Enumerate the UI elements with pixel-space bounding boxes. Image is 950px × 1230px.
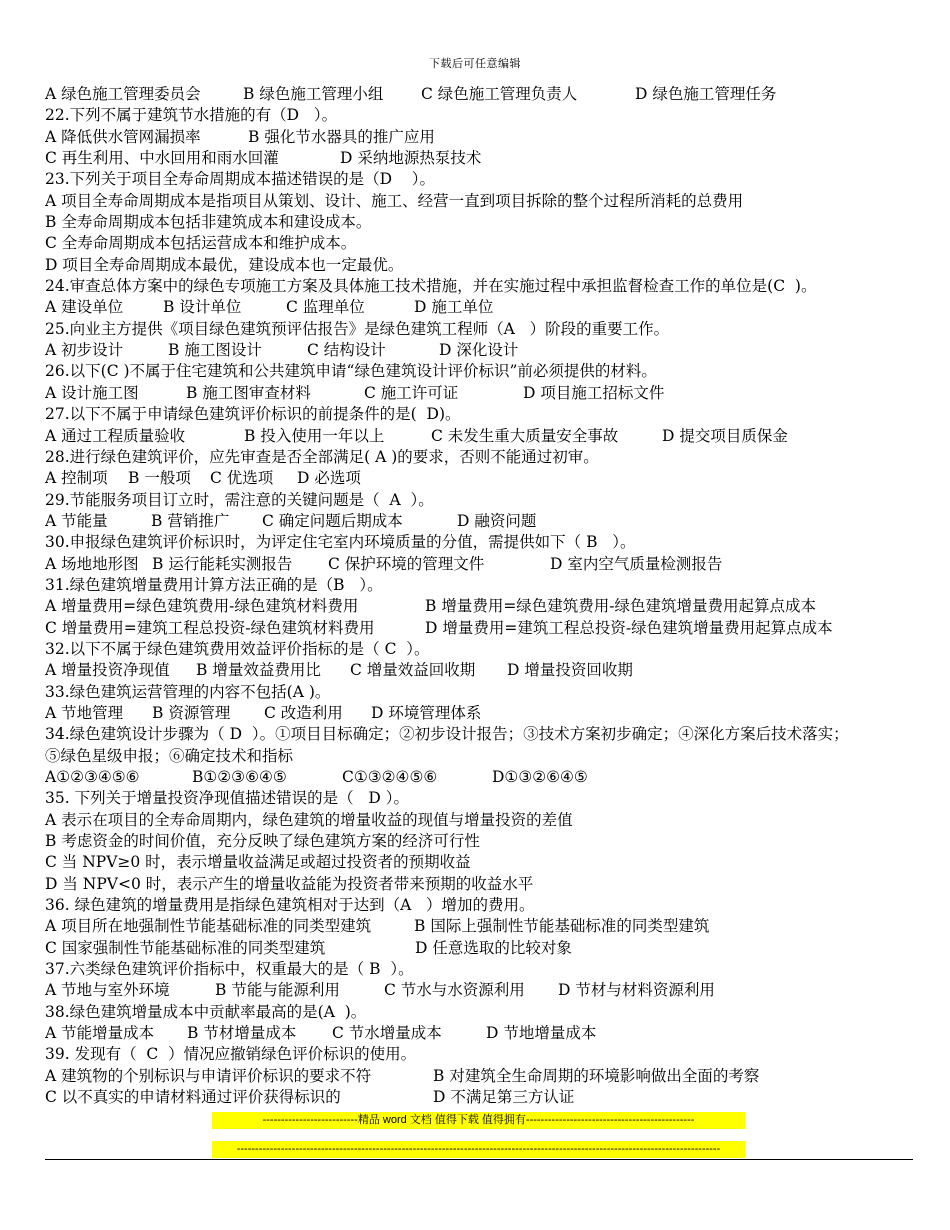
answer-option: D 提交项目质保金 [662,426,788,445]
question-text: 34.绿色建筑设计步骤为（ D ）。①项目目标确定；②初步设计报告；③技术方案初步确定；④深化方案后技术落实； [45,725,849,744]
text-line [45,1087,925,1108]
answer-option: B 施工图审查材料 [186,383,311,402]
text-line [45,511,925,532]
answer-option: B 施工图设计 [168,341,262,360]
question-text: 38.绿色建筑增量成本中贡献率最高的是(A )。 [45,1002,367,1021]
text-line [45,148,925,169]
question-text: C 全寿命周期成本包括运营成本和维护成本。 [45,234,357,253]
question-text: 25.向业主方提供《项目绿色建筑预评估报告》是绿色建筑工程师（A ）阶段的重要工作。 [45,319,670,338]
answer-option: D 必选项 [297,469,361,488]
text-line [45,1044,925,1065]
text-line [45,191,925,212]
answer-option: D 节材与材料资源利用 [558,981,715,1000]
text-line [45,959,925,980]
answer-option: C 节水增量成本 [332,1024,442,1043]
question-text: 27.以下不属于申请绿色建筑评价标识的前提条件的是( D)。 [45,405,461,424]
text-line [45,276,925,297]
answer-option: C 增量费用=建筑工程总投资-绿色建筑材料费用 [45,618,375,637]
text-line [45,84,925,105]
answer-option: B 增量效益费用比 [196,661,321,680]
text-line [45,105,925,126]
question-text: A 表示在项目的全寿命周期内，绿色建筑的增量收益的现值与增量投资的差值 [45,810,573,829]
answer-option: D 融资问题 [457,511,537,530]
answer-option: B 节材增量成本 [187,1024,297,1043]
answer-option: A 建筑物的个别标识与申请评价标识的要求不符 [45,1066,372,1085]
answer-option: A 节地管理 [45,703,124,722]
answer-option: D 增量投资回收期 [507,661,633,680]
question-text: 23.下列关于项目全寿命周期成本描述错误的是（D ）。 [45,170,436,189]
answer-option: C 保护环境的管理文件 [328,554,485,573]
question-text: B 考虑资金的时间价值，充分反映了绿色建筑方案的经济可行性 [45,832,480,851]
question-text: 22.下列不属于建筑节水措施的有（D ）。 [45,106,338,125]
question-text: 29.节能服务项目订立时，需注意的关键问题是（ A ）。 [45,490,434,509]
answer-option: D 采纳地源热泵技术 [340,149,482,168]
answer-option: C①③②④⑤⑥ [342,768,438,786]
text-line [45,682,925,703]
question-text: 39. 发现有（ C ）情况应撤销绿色评价标识的使用。 [45,1045,417,1064]
question-text: ⑤绿色星级申报；⑥确定技术和指标 [45,746,294,765]
text-line [45,361,925,382]
page-header: 下载后可任意编辑 [429,57,521,70]
text-line [45,980,925,1001]
text-line [45,255,925,276]
text-line [45,468,925,489]
answer-option: A 节能量 [45,511,108,530]
question-text: 33.绿色建筑运营管理的内容不包括(A )。 [45,682,331,701]
question-text: 24.审查总体方案中的绿色专项施工方案及具体施工技术措施，并在实施过程中承担监督检查工作的单位是(C )。 [45,277,817,296]
answer-option: C 未发生重大质量安全事故 [431,426,619,445]
answer-option: A 设计施工图 [45,383,139,402]
document-body [45,84,925,1109]
answer-option: A 控制项 [45,469,108,488]
answer-option: B①②③⑥④⑤ [192,768,287,786]
text-line [45,810,925,831]
answer-option: C 结构设计 [307,341,386,360]
text-line [45,297,925,318]
answer-option: D 不满足第三方认证 [433,1088,575,1107]
question-text: 28.进行绿色建筑评价，应先审查是否全部满足( A )的要求，否则不能通过初审。 [45,447,599,466]
question-text: B 全寿命周期成本包括非建筑成本和建设成本。 [45,213,372,232]
text-line [45,383,925,404]
answer-option: B 强化节水器具的推广应用 [248,127,435,146]
text-line [45,233,925,254]
text-line [45,831,925,852]
question-text: 35. 下列关于增量投资净现值描述错误的是（ D ）。 [45,789,409,808]
text-line [45,788,925,809]
text-line [45,212,925,233]
text-line [45,319,925,340]
answer-option: A 增量投资净现值 [45,661,170,680]
text-line [45,618,925,639]
answer-option: A 项目所在地强制性节能基础标准的同类型建筑 [45,917,372,936]
question-text: A 项目全寿命周期成本是指项目从策划、设计、施工、经营一直到项目拆除的整个过程所消耗的总费用 [45,191,744,210]
text-line [45,660,925,681]
text-line [45,340,925,361]
answer-option: D 任意选取的比较对象 [415,938,572,957]
text-line [45,169,925,190]
answer-option: B 营销推广 [151,511,230,530]
text-line [45,1023,925,1044]
answer-option: C 以不真实的申请材料通过评价获得标识的 [45,1088,341,1107]
answer-option: B 绿色施工管理小组 [243,85,384,103]
answer-option: A 节地与室外环境 [45,981,170,1000]
answer-option: D 环境管理体系 [371,703,482,722]
text-line [45,938,925,959]
answer-option: B 节能与能源利用 [215,981,340,1000]
answer-option: B 资源管理 [152,703,231,722]
answer-option: A 初步设计 [45,341,124,360]
text-line [45,1002,925,1023]
text-line [45,490,925,511]
answer-option: C 确定问题后期成本 [262,511,403,530]
answer-option: C 优选项 [210,469,274,488]
answer-option: B 投入使用一年以上 [244,426,385,445]
answer-option: B 国际上强制性节能基础标准的同类型建筑 [414,917,710,936]
question-text: D 当 NPV<0 时，表示产生的增量收益能为投资者带来预期的收益水平 [45,874,534,893]
answer-option: C 施工许可证 [364,383,459,402]
answer-option: B 设计单位 [163,298,242,317]
text-line [45,447,925,468]
text-line [45,426,925,447]
answer-option: D 施工单位 [414,298,494,317]
answer-option: D 室内空气质量检测报告 [550,554,723,573]
question-text: D 项目全寿命周期成本最优，建设成本也一定最优。 [45,255,404,274]
answer-option: D 项目施工招标文件 [523,383,665,402]
answer-option: A 场地地形图 [45,554,139,573]
text-line [45,639,925,660]
answer-option: C 再生利用、中水回用和雨水回灌 [45,149,279,168]
text-line [45,554,925,575]
answer-option: B 增量费用=绿色建筑费用-绿色建筑增量费用起算点成本 [425,597,817,616]
text-line [45,874,925,895]
answer-option: C 国家强制性节能基础标准的同类型建筑 [45,938,326,957]
footer-banner-2: ------------------------------------------------------------------------------------------------------------------------------------ [212,1141,745,1158]
text-line [45,127,925,148]
answer-option: A 增量费用=绿色建筑费用-绿色建筑材料费用 [45,597,359,616]
footer-banner-1: --------------------------精品 word 文档 值得下载 值得拥有---------------------------------------------- [212,1112,745,1129]
question-text: 26.以下(C )不属于住宅建筑和公共建筑申请“绿色建筑设计评价标识”前必须提供的材料。 [45,362,657,381]
answer-option: A①②③④⑤⑥ [45,768,140,786]
text-line [45,895,925,916]
text-line [45,1066,925,1087]
text-line [45,852,925,873]
answer-option: C 监理单位 [286,298,365,317]
text-line [45,404,925,425]
text-line [45,575,925,596]
answer-option: C 节水与水资源利用 [384,981,525,1000]
text-line [45,767,925,788]
text-line [45,596,925,617]
text-line [45,916,925,937]
answer-option: A 降低供水管网漏损率 [45,127,201,146]
question-text: 36. 绿色建筑的增量费用是指绿色建筑相对于达到（A ）增加的费用。 [45,896,535,915]
text-line [45,724,925,745]
question-text: 31.绿色建筑增量费用计算方法正确的是（B ）。 [45,575,383,594]
question-text: 30.申报绿色建筑评价标识时，为评定住宅室内环境质量的分值，需提供如下（ B ）。 [45,533,636,552]
answer-option: A 绿色施工管理委员会 [45,85,201,103]
answer-option: B 对建筑全生命周期的环境影响做出全面的考察 [433,1066,760,1085]
answer-option: D 增量费用=建筑工程总投资-绿色建筑增量费用起算点成本 [425,618,833,637]
question-text: 37.六类绿色建筑评价指标中，权重最大的是（ B ）。 [45,960,414,979]
text-line [45,532,925,553]
question-text: 32.以下不属于绿色建筑费用效益评价指标的是（ C ）。 [45,639,430,658]
answer-option: C 改造利用 [264,703,343,722]
answer-option: B 运行能耗实测报告 [152,554,293,573]
answer-option: A 建设单位 [45,298,124,317]
text-line [45,746,925,767]
answer-option: A 节能增量成本 [45,1024,155,1043]
text-line [45,703,925,724]
question-text: C 当 NPV≥0 时，表示增量收益满足或超过投资者的预期收益 [45,853,471,872]
answer-option: D 深化设计 [439,341,519,360]
answer-option: D①③②⑥④⑤ [492,768,588,786]
answer-option: B 一般项 [128,469,191,488]
answer-option: A 通过工程质量验收 [45,426,186,445]
answer-option: C 增量效益回收期 [350,661,476,680]
answer-option: C 绿色施工管理负责人 [421,85,578,103]
answer-option: D 绿色施工管理任务 [635,85,777,103]
bottom-divider [45,1159,913,1160]
answer-option: D 节地增量成本 [486,1024,597,1043]
